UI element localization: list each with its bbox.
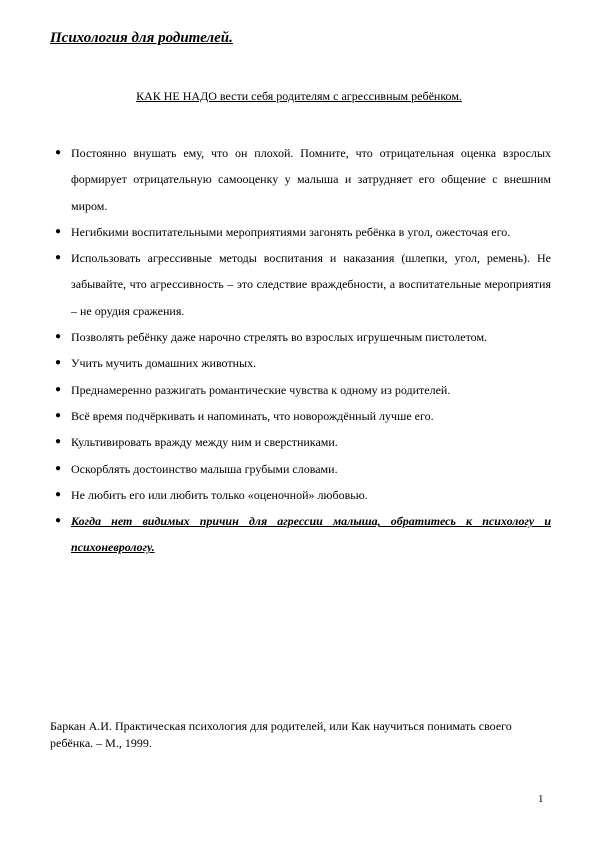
- list-item: [50, 140, 551, 219]
- list-item-text: Всё время подчёркивать и напоминать, что новорождённый лучше его.: [71, 408, 434, 423]
- list-item: [50, 350, 551, 376]
- list-item: [50, 403, 551, 429]
- page-subtitle: КАК НЕ НАДО вести себя родителям с агрессивным ребёнком.: [136, 89, 462, 103]
- list-item-emphasized: [50, 508, 551, 561]
- bullet-icon: ●: [55, 515, 62, 527]
- list-item-text: Оскорблять достоинство малыша грубыми словами.: [71, 461, 338, 476]
- page-number: 1: [538, 793, 544, 805]
- list-item-text: Постоянно внушать ему, что он плохой. Помните, что отрицательная оценка взрослых формирует отрицательную самооценку у малыша и затрудняет его общение с внешним миром.: [71, 146, 551, 213]
- bullet-icon: ●: [55, 357, 62, 369]
- list-item-text: Использовать агрессивные методы воспитания и наказания (шлепки, угол, ремень). Не забывайте, что агрессивность – это следствие враждебности, а воспитательные мероприятия – не орудия сражения.: [71, 251, 551, 318]
- bibliographic-reference: Баркан А.И. Практическая психология для родителей, или Как научиться понимать своего ребёнка. – М., 1999.: [50, 719, 512, 750]
- list-item-text: Не любить его или любить только «оценочной» любовью.: [71, 487, 368, 502]
- advice-list: [50, 140, 551, 561]
- bullet-icon: ●: [55, 147, 62, 158]
- list-item: [50, 324, 551, 350]
- bullet-icon: ●: [55, 331, 62, 343]
- list-item: [50, 482, 551, 508]
- list-item-text: Учить мучить домашних животных.: [71, 356, 257, 371]
- bullet-icon: ●: [55, 488, 62, 500]
- list-item: [50, 429, 551, 455]
- bullet-icon: ●: [55, 436, 62, 448]
- bullet-icon: ●: [55, 252, 62, 264]
- list-item-text: Негибкими воспитательными мероприятиями загонять ребёнка в угол, ожесточая его.: [71, 224, 511, 239]
- list-item-text: Преднамеренно разжигать романтические чувства к одному из родителей.: [71, 382, 451, 397]
- list-item-text: Культивировать вражду между ним и сверстниками.: [71, 435, 338, 450]
- list-item-text: Позволять ребёнку даже нарочно стрелять во взрослых игрушечным пистолетом.: [71, 330, 488, 345]
- bullet-icon: ●: [55, 462, 62, 474]
- page-heading: Психология для родителей.: [50, 30, 233, 46]
- list-item: [50, 377, 551, 403]
- list-item: [50, 245, 551, 324]
- bullet-icon: ●: [55, 383, 62, 395]
- list-item: [50, 219, 551, 245]
- list-item-text: Когда нет видимых причин для агрессии малыша, обратитесь к психологу и психоневрологу.: [71, 514, 551, 555]
- bullet-icon: ●: [55, 409, 62, 421]
- bullet-icon: ●: [55, 225, 62, 237]
- list-item: [50, 456, 551, 482]
